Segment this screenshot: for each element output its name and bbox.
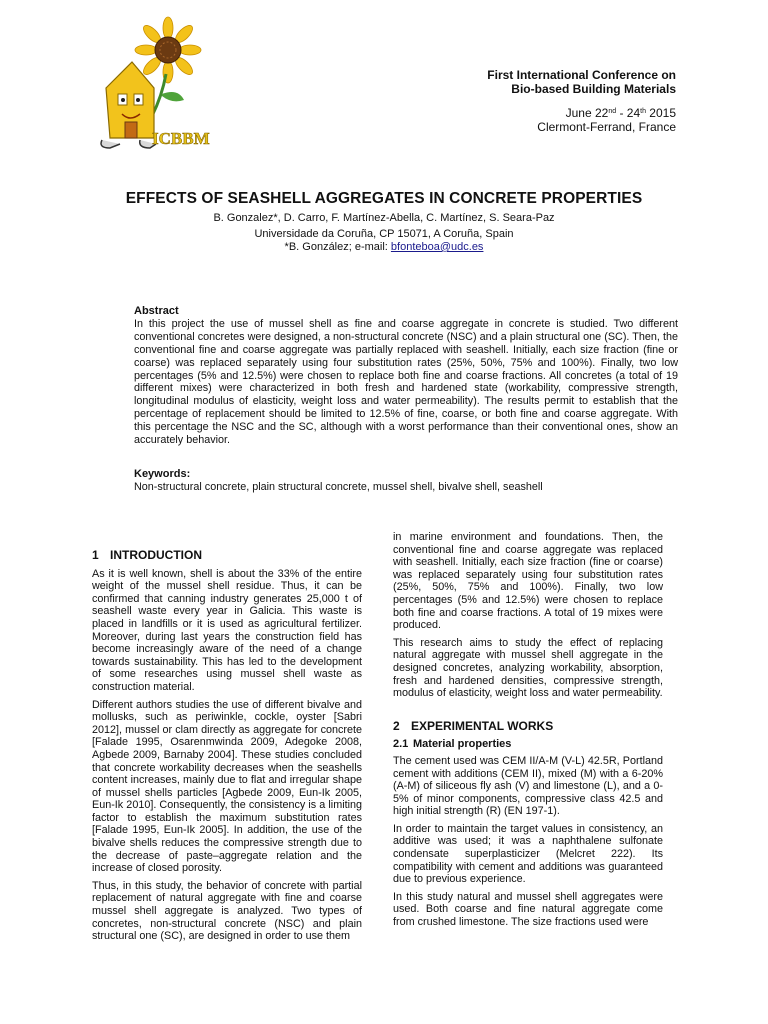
conference-date: June 22nd - 24th 2015 [565, 106, 676, 120]
contact: *B. González; e-mail: bfonteboa@udc.es [284, 241, 484, 253]
keywords-heading: Keywords: [134, 468, 191, 480]
experimental-paragraph-3: In this study natural and mussel shell aggregates were used. Both coarse and fine natural aggregate come from crushed limestone. The size fractions used were [393, 890, 663, 929]
abstract [134, 305, 678, 447]
conference-date-location [537, 106, 676, 134]
right-column [393, 531, 663, 934]
section-2-heading: 2 EXPERIMENTAL WORKS [393, 718, 554, 733]
intro-paragraph-1: As it is well known, shell is about the 33% of the entire weight of the mussel shell residue. Thus, it can be confirmed that canning industry generates 25,000 t of seashell waste every year in Galicia. This waste is placed in landfills or it is used as agricultural fertilizer. Moreover, during last years the construction field has become increasingly aware of the need of a change towards sustainability. This has led to the development of some researches using mussel shell waste as construction material. [92, 567, 362, 693]
keywords-text: Non-structural concrete, plain structural concrete, mussel shell, bivalve shell, seashell [134, 480, 543, 493]
conference-logo [92, 16, 222, 154]
experimental-paragraph-2: In order to maintain the target values in consistency, an additive was used; it was a naphthalene sulfonate condensate superplasticizer (Melcret 222). Its compatibility with cement and additions was guaranteed due to previous experience. [393, 822, 663, 886]
logo-text: ICBBM [152, 129, 210, 148]
affiliation: Universidade da Coruña, CP 15071, A Coruña, Spain [254, 228, 514, 240]
conference-location: Clermont-Ferrand, France [537, 120, 676, 134]
experimental-paragraph-1: The cement used was CEM II/A-M (V-L) 42.5R, Portland cement with additions (CEM II), mixed (M) with a 6-20% (A-M) of siliceous fly ash (V) and limestone (L), and a 0-5% of minor components, compressive class 42.5 and high initial strength (R) (EN 197-1). [393, 754, 663, 818]
subsection-2-1-heading: 2.1 Material properties [393, 738, 512, 751]
conference-name-line1: First International Conference on [487, 68, 676, 82]
abstract-text: In this project the use of mussel shell as fine and coarse aggregate in concrete is studied. Two different conventional concretes were designed, a non-structural concrete (NSC) and a plain structural one (SC). Then, the conventional fine and coarse aggregate was partially replaced with seashell. Initially, each size fraction (fine or coarse) was replaced separately using four substitution rates (25%, 50%, 75% and 100%). Finally, two low percentages (5% and 12.5%) were chosen to replace both fine and coarse fractions. All concretes (a total of 19 different mixes) were characterized in both fresh and hardened state (workability, compressive strength, longitudinal modulus of elasticity, weight loss and water permeability). The results permit to establish that the percentage of replacement should be limited to 12.5% of fine, coarse, or both fine and coarse aggregate. With this percentage the NSC and the SC, although with a worst performance than their conventional ones, show an accurately behavior. [134, 317, 678, 447]
left-column [92, 549, 362, 948]
conference-name-line2: Bio-based Building Materials [511, 82, 676, 96]
authors: B. Gonzalez*, D. Carro, F. Martínez-Abella, C. Martínez, S. Seara-Paz [213, 212, 555, 224]
conference-header [487, 68, 676, 96]
paper-title: EFFECTS OF SEASHELL AGGREGATES IN CONCRETE PROPERTIES [125, 190, 643, 207]
intro-paragraph-4: in marine environment and foundations. Then, the conventional fine and coarse aggregate was replaced with seashell. Initially, each size fraction (fine or coarse) was replaced separately using four substitution rates (25%, 50%, 75% and 100%). Finally, two low percentages (5% and 12.5%) were chosen to replace both fine and coarse fractions. A total of 19 mixes were produced. [393, 531, 663, 632]
keywords [134, 468, 678, 494]
intro-paragraph-2: Different authors studies the use of different bivalve and mollusks, such as periwinkle, cockle, oyster [Sabri 2012], mussel or clam directly as aggregate for concrete [Falade 1995, Osarenmwinda 2009, Adegoke 2008, Agbede 2009, Barnaby 2004]. These studies concluded that concrete workability decreases when the seashells content increases, mainly due to flat and irregular shape of mussel shells particles [Agbede 2009, Eun-Ik 2005, Eun-Ik 2010]. Consequently, the consistency is a limiting factor to establish the maximum substitution rates [Falade 1995, Eun-Ik 2005]. In addition, the use of the bivalve shells reduces the compressive strength due to the decrease of paste–aggregate relation and the increase of closed porosity. [92, 698, 362, 875]
sunflower-house-logo [92, 16, 222, 154]
intro-paragraph-3: Thus, in this study, the behavior of concrete with partial replacement of natural aggregate with fine and coarse mussel shell aggregate is analyzed. Two types of concretes, non-structural concrete (NSC) and plain structural one (SC), are designed in order to use them [92, 879, 362, 943]
contact-email-link[interactable]: bfonteboa@udc.es [390, 241, 484, 253]
intro-paragraph-5: This research aims to study the effect of replacing natural aggregate with mussel shell aggregate in the designed concretes, analyzing workability, absorption, fresh and hardened densities, compressive strength, modulus of elasticity, weight loss and water permeability. [393, 636, 663, 700]
section-1-heading: 1 INTRODUCTION [92, 548, 202, 562]
sunflower-center [155, 37, 181, 63]
abstract-heading: Abstract [134, 305, 179, 317]
